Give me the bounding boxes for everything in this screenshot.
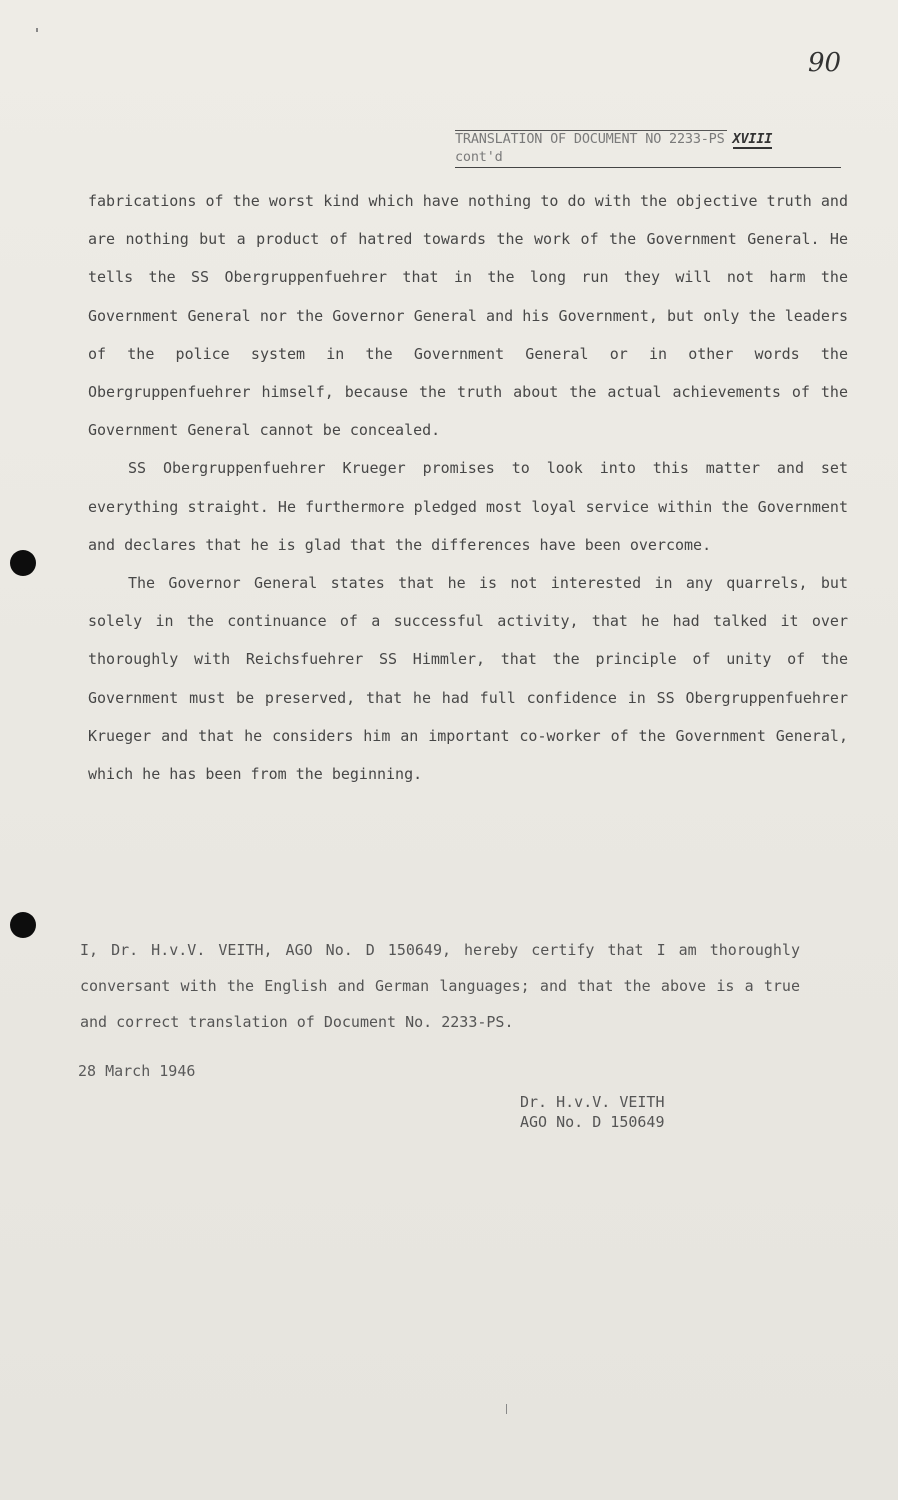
page-number: 90 <box>808 48 842 78</box>
header-contd: cont'd <box>455 149 841 168</box>
document-header <box>455 130 841 168</box>
header-roman-numeral: XVIII <box>732 131 773 147</box>
body-text <box>88 182 848 793</box>
header-title: TRANSLATION OF DOCUMENT NO 2233-PS <box>455 131 725 147</box>
paragraph-1: fabrications of the worst kind which have nothing to do with the objective truth and are nothing but a product of hatred towards the work of the Government General. He tells the SS Obergruppenfuehrer that in the long run they will not harm the Government General nor the Governor General and his Government, but only the leaders of the police system in the Government General or in other words the Obergruppenfuehrer himself, because the truth about the actual achievements of the Government General cannot be concealed. <box>88 192 848 440</box>
translator-certification <box>80 932 800 1040</box>
signature-ago: AGO No. D 150649 <box>520 1113 665 1131</box>
punch-hole-bottom <box>10 912 36 938</box>
margin-mark <box>36 28 38 32</box>
paragraph-3: The Governor General states that he is not interested in any quarrels, but solely in the continuance of a successful activity, that he had talked it over thoroughly with Reichsfuehrer SS Himmler, that the principle of unity of the Government must be preserved, that he had full confidence in SS Obergruppenfuehrer Krueger and that he considers him an important co-worker of the Government General, which he has been from the beginning. <box>88 574 848 784</box>
margin-mark <box>506 1404 507 1414</box>
punch-hole-top <box>10 550 36 576</box>
paragraph-2: SS Obergruppenfuehrer Krueger promises to look into this matter and set everything straight. He furthermore pledged most loyal service within the Government and declares that he is glad that the differences have been overcome. <box>88 459 848 554</box>
certification-date: 28 March 1946 <box>78 1062 196 1080</box>
certification-text: I, Dr. H.v.V. VEITH, AGO No. D 150649, hereby certify that I am thoroughly conversant with the English and German languages; and that the above is a true and correct translation of Document No. 2233-PS. <box>80 941 800 1031</box>
signature-name: Dr. H.v.V. VEITH <box>520 1093 665 1111</box>
signature-block <box>520 1092 665 1132</box>
